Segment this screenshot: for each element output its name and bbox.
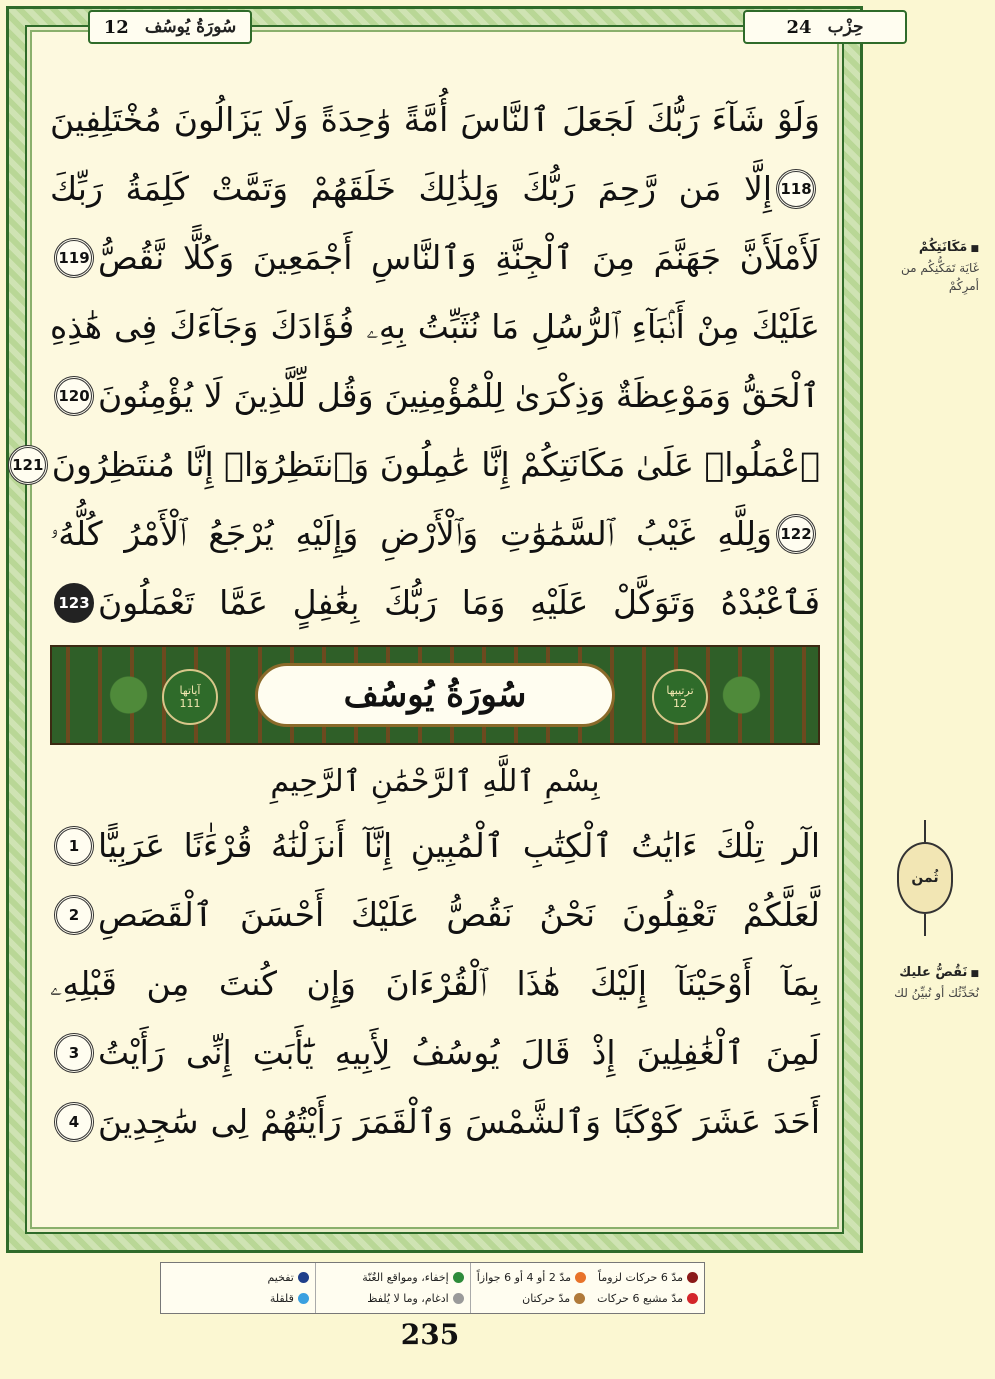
- legend-label: مدّ 2 أو 4 أو 6 جوازاً: [476, 1271, 572, 1284]
- color-dot-icon: [687, 1272, 698, 1283]
- verse-text: عَلَيْكَ مِنْ أَنۢبَآءِ ٱلرُّسُلِ مَا نُثَبِّتُ بِهِۦ فُؤَادَكَ وَجَآءَكَ فِى هَٰذِهِ: [50, 306, 820, 346]
- legend-label: تفخيم: [267, 1271, 294, 1284]
- ayah-number-icon: 118: [776, 169, 816, 209]
- note-definition: غَايَة تَمَكُّنِكُم من أمرِكُمْ: [900, 261, 979, 293]
- legend-item: [522, 1292, 585, 1305]
- verses-after-banner: [50, 811, 820, 1156]
- note-term: ■ نَقُصُّ عليك: [869, 965, 979, 980]
- legend-label: مدّ 6 حركات لزوماً: [598, 1271, 683, 1284]
- verse-line: [50, 154, 820, 223]
- verse-text: لَمِنَ ٱلْغَٰفِلِينَ إِذْ قَالَ يُوسُفُ لِأَبِيهِ يَٰٓأَبَتِ إِنِّى رَأَيْتُ: [98, 1033, 820, 1072]
- hizb-number: 24: [786, 16, 812, 38]
- surah-banner: [50, 645, 820, 745]
- legend-column-ghunna: [315, 1263, 470, 1313]
- legend-row: [322, 1292, 464, 1305]
- ayah-count-number: 111: [179, 697, 201, 710]
- quran-text: [12, 85, 820, 1156]
- verse-text: لَّعَلَّكُمْ تَعْقِلُونَ نَحْنُ نَقُصُّ عَلَيْكَ أَحْسَنَ ٱلْقَصَصِ: [98, 895, 820, 934]
- verse-line: [50, 880, 820, 949]
- color-dot-icon: [453, 1293, 464, 1304]
- verse-line: [50, 499, 820, 568]
- surah-title: سُورَةُ يُوسُف: [255, 663, 615, 727]
- legend-item: [362, 1271, 463, 1284]
- legend-label: مدّ حركتان: [522, 1292, 571, 1305]
- color-dot-icon: [574, 1293, 585, 1304]
- surah-number: 12: [103, 16, 129, 38]
- margin-note: [869, 965, 979, 1002]
- hizb-label: حِزْب: [827, 17, 864, 37]
- legend-row: [477, 1271, 698, 1284]
- order-number: 12: [673, 697, 687, 710]
- legend-item: [477, 1271, 586, 1284]
- ayah-number-icon: 2: [54, 895, 94, 935]
- ayah-number-icon: 123: [54, 583, 94, 623]
- legend-row: [322, 1271, 464, 1284]
- ayah-number-icon: 121: [8, 445, 48, 485]
- legend-label: إخفاء، ومواقع الغُنّة: [362, 1271, 449, 1284]
- legend-label: قلقلة: [269, 1292, 294, 1305]
- ayah-number-icon: 120: [54, 376, 94, 416]
- verse-text: إِلَّا مَن رَّحِمَ رَبُّكَ وَلِذَٰلِكَ خَلَقَهُمْ وَتَمَّتْ كَلِمَةُ رَبِّكَ: [50, 169, 772, 208]
- margin-note: [869, 240, 979, 295]
- verse-text: لَأَمْلَأَنَّ جَهَنَّمَ مِنَ ٱلْجِنَّةِ وَٱلنَّاسِ أَجْمَعِينَ وَكُلًّا نَّقُصُّ: [98, 238, 820, 277]
- verse-line: [12, 430, 820, 499]
- legend-item: [367, 1292, 463, 1305]
- legend-row: [167, 1292, 309, 1305]
- verse-text: فَٱعْبُدْهُ وَتَوَكَّلْ عَلَيْهِ وَمَا رَبُّكَ بِغَٰفِلٍ عَمَّا تَعْمَلُونَ: [98, 583, 820, 622]
- surah-header: [88, 10, 252, 44]
- verse-text: الٓر تِلْكَ ءَايَٰتُ ٱلْكِتَٰبِ ٱلْمُبِينِ إِنَّآ أَنزَلْنَٰهُ قُرْءَٰنًا عَرَبِيًّا: [98, 826, 820, 865]
- basmala: بِسْمِ ٱللَّهِ ٱلرَّحْمَٰنِ ٱلرَّحِيمِ: [270, 763, 600, 799]
- color-dot-icon: [298, 1272, 309, 1283]
- tajweed-legend: [160, 1262, 705, 1314]
- legend-item: [597, 1292, 698, 1305]
- color-dot-icon: [575, 1272, 586, 1283]
- verse-line: [50, 223, 820, 292]
- verse-line: [50, 85, 820, 154]
- verse-line: [50, 292, 820, 361]
- note-definition: نُحَدِّثُك أو نُبيِّنُ لك: [894, 986, 979, 1000]
- verse-line: [50, 811, 820, 880]
- legend-item: [598, 1271, 698, 1284]
- verse-text: ٱعْمَلُوا۟ عَلَىٰ مَكَانَتِكُمْ إِنَّا عَٰمِلُونَ وَٱنتَظِرُوٓا۟ إِنَّا مُنتَظِرُونَ: [51, 445, 820, 484]
- legend-column-tafkheem: [161, 1263, 315, 1313]
- verse-text: وَلِلَّهِ غَيْبُ ٱلسَّمَٰوَٰتِ وَٱلْأَرْضِ وَإِلَيْهِ يُرْجَعُ ٱلْأَمْرُ كُلُّهُۥ: [50, 513, 772, 553]
- legend-item: [270, 1292, 309, 1305]
- verse-text: وَلَوْ شَآءَ رَبُّكَ لَجَعَلَ ٱلنَّاسَ أُمَّةً وَٰحِدَةً وَلَا يَزَالُونَ مُخْتَلِفِينَ: [50, 100, 820, 139]
- marker-stem-top: [924, 820, 926, 842]
- legend-column-madd: [470, 1263, 704, 1313]
- ayah-count-label: آياتها: [179, 683, 201, 697]
- surah-order-medallion: [652, 669, 708, 725]
- legend-label: ادغام، وما لا يُلفظ: [367, 1292, 449, 1305]
- thumn-medallion-icon: ثُمن: [897, 842, 953, 914]
- color-dot-icon: [298, 1293, 309, 1304]
- ayah-count-medallion: [162, 669, 218, 725]
- note-term: ■ مَكَانَتِكُمْ: [869, 240, 979, 255]
- color-dot-icon: [453, 1272, 464, 1283]
- verse-line: [50, 1018, 820, 1087]
- legend-item: [267, 1271, 308, 1284]
- verse-line: [50, 949, 820, 1018]
- page-number: 235: [400, 1318, 460, 1351]
- legend-row: [477, 1292, 698, 1305]
- legend-row: [167, 1271, 309, 1284]
- ayah-number-icon: 4: [54, 1102, 94, 1142]
- verses-before-banner: [12, 85, 820, 637]
- verse-text: ٱلْحَقُّ وَمَوْعِظَةٌ وَذِكْرَىٰ لِلْمُؤْمِنِينَ وَقُل لِّلَّذِينَ لَا يُؤْمِنُونَ: [98, 376, 820, 415]
- verse-line: [50, 568, 820, 637]
- verse-text: أَحَدَ عَشَرَ كَوْكَبًا وَٱلشَّمْسَ وَٱلْقَمَرَ رَأَيْتُهُمْ لِى سَٰجِدِينَ: [98, 1102, 820, 1141]
- surah-label: سُورَةُ يُوسُف: [144, 17, 237, 37]
- hizb-header: [743, 10, 907, 44]
- verse-line: [50, 1087, 820, 1156]
- ayah-number-icon: 3: [54, 1033, 94, 1073]
- ayah-number-icon: 122: [776, 514, 816, 554]
- ayah-number-icon: 119: [54, 238, 94, 278]
- ayah-number-icon: 1: [54, 826, 94, 866]
- verse-text: بِمَآ أَوْحَيْنَآ إِلَيْكَ هَٰذَا ٱلْقُرْءَانَ وَإِن كُنتَ مِن قَبْلِهِۦ: [50, 963, 820, 1003]
- verse-line: [50, 361, 820, 430]
- marker-stem-bottom: [924, 914, 926, 936]
- color-dot-icon: [687, 1293, 698, 1304]
- legend-label: مدّ مشبع 6 حركات: [597, 1292, 683, 1305]
- thumn-marker: [895, 820, 955, 950]
- order-label: ترتيبها: [666, 683, 694, 697]
